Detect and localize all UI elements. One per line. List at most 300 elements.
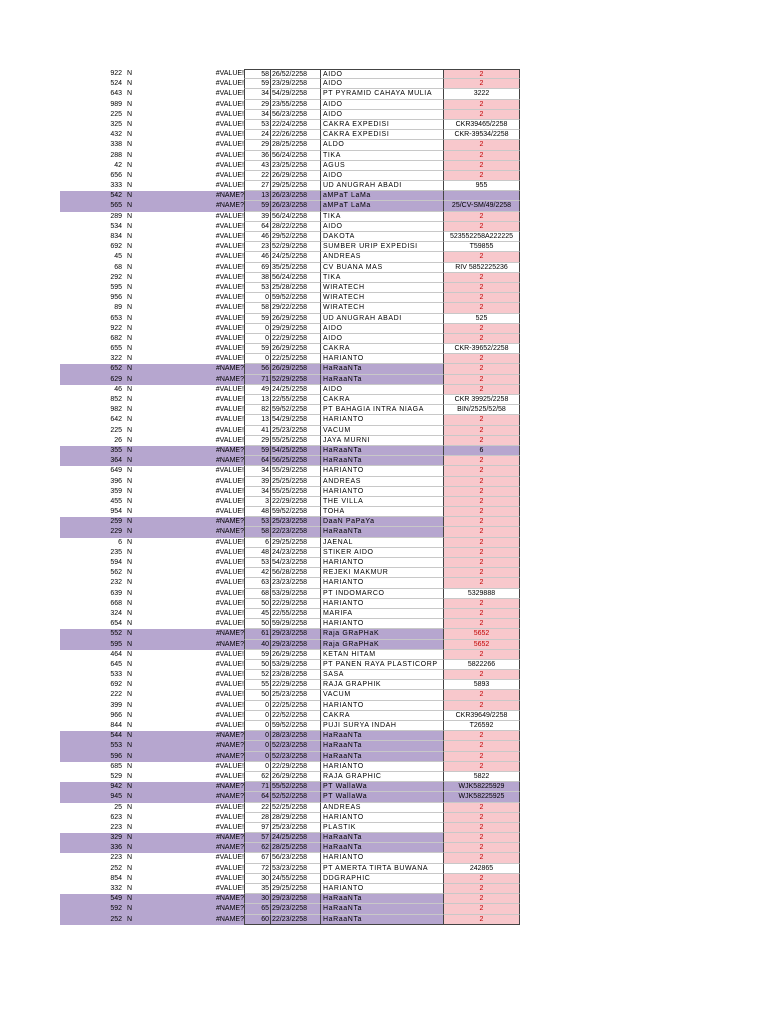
cell-reference[interactable]: 2 [443,690,520,700]
cell-id[interactable]: 0 [244,741,270,751]
cell-reference[interactable]: 2 [443,813,520,823]
cell-error-value[interactable]: #NAME? [186,527,246,537]
cell-id[interactable]: 48 [244,548,270,558]
cell-reference[interactable]: 2 [443,874,520,884]
cell-date[interactable]: 28/25/2258 [270,843,320,853]
cell-number[interactable]: 692 [110,243,122,251]
cell-id[interactable]: 0 [244,752,270,762]
cell-flag[interactable]: N [127,681,133,689]
cell-name[interactable]: RAJA GRAPHIK [320,680,443,690]
cell-flag[interactable]: N [127,70,133,77]
cell-name[interactable]: TIKA [320,273,443,283]
cell-id[interactable]: 64 [244,792,270,802]
cell-date[interactable]: 22/55/2258 [270,609,320,619]
cell-date[interactable]: 25/23/2258 [270,517,320,527]
cell-flag[interactable]: N [127,212,133,220]
cell-reference[interactable]: 2 [443,273,520,283]
cell-error-value[interactable]: #VALUE! [215,273,244,281]
cell-flag[interactable]: N [127,467,133,475]
cell-date[interactable]: 23/23/2258 [270,578,320,588]
cell-id[interactable]: 50 [244,690,270,700]
cell-id[interactable]: 50 [244,619,270,629]
cell-id[interactable]: 69 [244,263,270,273]
cell-flag[interactable]: N [127,762,133,770]
cell-error-value[interactable]: #VALUE! [215,854,244,862]
cell-name[interactable]: ANDREAS [320,477,443,487]
cell-error-value[interactable]: #VALUE! [215,355,244,363]
cell-flag[interactable]: N [126,456,186,466]
cell-number[interactable]: 288 [110,151,122,159]
cell-number[interactable]: 989 [110,100,122,108]
cell-id[interactable]: 0 [244,711,270,721]
cell-error-value[interactable]: #VALUE! [215,885,244,892]
cell-flag[interactable]: N [127,80,133,88]
cell-name[interactable]: SUMBER URIP EXPEDISI [320,242,443,252]
cell-id[interactable]: 72 [244,864,270,874]
cell-date[interactable]: 26/29/2258 [270,772,320,782]
cell-error-value[interactable]: #VALUE! [215,691,244,699]
cell-id[interactable]: 0 [244,334,270,344]
cell-flag[interactable]: N [127,304,133,312]
cell-date[interactable]: 35/25/2258 [270,263,320,273]
cell-id[interactable]: 82 [244,405,270,415]
cell-error-value[interactable]: #VALUE! [215,222,244,230]
cell-id[interactable]: 56 [244,364,270,374]
cell-date[interactable]: 23/55/2258 [270,100,320,110]
cell-number[interactable]: 223 [110,854,122,862]
cell-name[interactable]: DaaN PaPaYa [320,517,443,527]
cell-flag[interactable]: N [126,731,186,741]
cell-name[interactable]: THE VILLA [320,497,443,507]
cell-number[interactable]: 629 [60,375,126,385]
cell-date[interactable]: 54/23/2258 [270,558,320,568]
cell-reference[interactable]: 2 [443,324,520,334]
cell-id[interactable]: 63 [244,578,270,588]
cell-error-value[interactable]: #VALUE! [215,70,244,77]
cell-flag[interactable]: N [127,263,133,271]
cell-flag[interactable]: N [127,711,133,719]
cell-date[interactable]: 22/29/2258 [270,762,320,772]
cell-name[interactable]: UD ANUGRAH ABADI [320,181,443,191]
cell-reference[interactable]: 5822266 [443,660,520,670]
cell-number[interactable]: 685 [110,762,122,770]
cell-name[interactable]: AGUS [320,161,443,171]
cell-date[interactable]: 25/25/2258 [270,477,320,487]
cell-number[interactable]: 332 [110,885,122,892]
cell-reference[interactable]: 25/CV-SM/49/2258 [443,201,520,211]
cell-reference[interactable]: 2 [443,599,520,609]
cell-reference[interactable]: 2 [443,558,520,568]
cell-error-value[interactable]: #NAME? [186,629,246,639]
cell-date[interactable]: 59/52/2258 [270,507,320,517]
cell-flag[interactable]: N [127,253,133,261]
cell-flag[interactable]: N [126,833,186,843]
cell-date[interactable]: 54/29/2258 [270,89,320,99]
cell-flag[interactable]: N [127,772,133,780]
cell-reference[interactable]: 5822 [443,772,520,782]
cell-error-value[interactable]: #VALUE! [215,100,244,108]
cell-id[interactable]: 67 [244,853,270,863]
cell-date[interactable]: 52/23/2258 [270,752,320,762]
cell-date[interactable]: 23/29/2258 [270,79,320,89]
cell-error-value[interactable]: #VALUE! [215,314,244,322]
cell-date[interactable]: 29/25/2258 [270,538,320,548]
cell-date[interactable]: 56/25/2258 [270,456,320,466]
cell-number[interactable]: 289 [110,212,122,220]
cell-flag[interactable]: N [126,446,186,456]
cell-id[interactable]: 55 [244,680,270,690]
cell-error-value[interactable]: #VALUE! [215,681,244,689]
cell-name[interactable]: PUJI SURYA INDAH [320,721,443,731]
cell-error-value[interactable]: #VALUE! [215,233,244,240]
cell-name[interactable]: AIDO [320,222,443,232]
cell-number[interactable]: 464 [110,650,122,658]
cell-flag[interactable]: N [127,416,133,424]
cell-date[interactable]: 28/23/2258 [270,731,320,741]
cell-id[interactable]: 50 [244,599,270,609]
cell-flag[interactable]: N [126,201,186,211]
cell-flag[interactable]: N [126,915,186,925]
cell-name[interactable]: HARIANTO [320,415,443,425]
cell-date[interactable]: 59/52/2258 [270,405,320,415]
cell-reference[interactable]: 2 [443,894,520,904]
cell-flag[interactable]: N [127,273,133,281]
cell-flag[interactable]: N [127,538,133,546]
cell-id[interactable]: 62 [244,772,270,782]
cell-number[interactable]: 259 [60,517,126,527]
cell-error-value[interactable]: #VALUE! [215,110,244,118]
cell-flag[interactable]: N [127,314,133,322]
cell-reference[interactable]: 2 [443,303,520,313]
cell-reference[interactable]: 2 [443,161,520,171]
cell-flag[interactable]: N [127,874,133,882]
cell-error-value[interactable]: #VALUE! [215,589,244,597]
cell-name[interactable]: PLASTIK [320,823,443,833]
cell-id[interactable]: 61 [244,629,270,639]
cell-name[interactable]: ANDREAS [320,252,443,262]
cell-reference[interactable]: 2 [443,354,520,364]
cell-name[interactable]: SASA [320,670,443,680]
cell-error-value[interactable]: #NAME? [186,446,246,456]
cell-name[interactable]: AIDO [320,171,443,181]
cell-id[interactable]: 52 [244,670,270,680]
cell-number[interactable]: 329 [60,833,126,843]
cell-error-value[interactable]: #VALUE! [215,396,244,403]
cell-number[interactable]: 595 [110,283,122,291]
cell-number[interactable]: 432 [110,131,122,139]
cell-id[interactable]: 41 [244,426,270,436]
cell-reference[interactable]: 2 [443,670,520,680]
cell-error-value[interactable]: #NAME? [186,915,246,925]
cell-name[interactable]: PT WallaWa [320,792,443,802]
cell-date[interactable]: 52/29/2258 [270,375,320,385]
cell-error-value[interactable]: #NAME? [186,201,246,211]
cell-flag[interactable]: N [127,609,133,617]
cell-reference[interactable]: 2 [443,701,520,711]
cell-id[interactable]: 0 [244,731,270,741]
cell-date[interactable]: 22/23/2258 [270,915,320,925]
cell-number[interactable]: 668 [110,599,122,607]
cell-name[interactable]: HARIANTO [320,487,443,497]
cell-id[interactable]: 22 [244,803,270,813]
cell-flag[interactable]: N [127,426,133,434]
cell-flag[interactable]: N [126,640,186,650]
cell-id[interactable]: 34 [244,466,270,476]
cell-id[interactable]: 0 [244,701,270,711]
cell-error-value[interactable]: #VALUE! [215,294,244,302]
cell-error-value[interactable]: #VALUE! [215,385,244,393]
cell-id[interactable]: 29 [244,436,270,446]
cell-id[interactable]: 64 [244,222,270,232]
cell-name[interactable]: HaRaaNTa [320,364,443,374]
cell-number[interactable]: 922 [110,70,122,77]
cell-error-value[interactable]: #NAME? [186,191,246,201]
cell-id[interactable]: 45 [244,609,270,619]
cell-date[interactable]: 56/24/2258 [270,151,320,161]
cell-name[interactable]: TIKA [320,151,443,161]
cell-name[interactable]: HARIANTO [320,853,443,863]
cell-number[interactable]: 292 [110,273,122,281]
cell-reference[interactable]: 2 [443,110,520,120]
cell-flag[interactable]: N [127,294,133,302]
cell-name[interactable]: JAYA MURNI [320,436,443,446]
cell-name[interactable]: DDGRAPHIC [320,874,443,884]
cell-reference[interactable]: 2 [443,578,520,588]
cell-date[interactable]: 28/22/2258 [270,222,320,232]
cell-id[interactable]: 3 [244,497,270,507]
cell-reference[interactable]: 2 [443,853,520,863]
cell-flag[interactable]: N [126,364,186,374]
cell-name[interactable]: HARIANTO [320,762,443,772]
cell-name[interactable]: CAKRA [320,344,443,354]
cell-name[interactable]: AIDO [320,69,443,79]
cell-number[interactable]: 645 [110,660,122,668]
cell-error-value[interactable]: #NAME? [186,456,246,466]
cell-id[interactable]: 58 [244,69,270,79]
cell-number[interactable]: 834 [110,233,122,240]
cell-error-value[interactable]: #NAME? [186,904,246,914]
cell-date[interactable]: 25/23/2258 [270,690,320,700]
cell-reference[interactable]: 2 [443,823,520,833]
cell-date[interactable]: 52/52/2258 [270,792,320,802]
cell-number[interactable]: 596 [60,752,126,762]
cell-date[interactable]: 59/52/2258 [270,721,320,731]
cell-error-value[interactable]: #VALUE! [215,334,244,342]
cell-date[interactable]: 29/23/2258 [270,640,320,650]
cell-name[interactable]: VACUM [320,690,443,700]
cell-name[interactable]: ALDO [320,140,443,150]
cell-flag[interactable]: N [126,741,186,751]
cell-reference[interactable]: 2 [443,650,520,660]
cell-id[interactable]: 71 [244,782,270,792]
cell-date[interactable]: 29/23/2258 [270,904,320,914]
cell-id[interactable]: 13 [244,415,270,425]
cell-date[interactable]: 22/52/2258 [270,711,320,721]
cell-error-value[interactable]: #VALUE! [215,263,244,271]
cell-number[interactable]: 42 [114,161,122,169]
cell-reference[interactable] [443,191,520,201]
cell-name[interactable]: KETAN HITAM [320,650,443,660]
cell-number[interactable]: 553 [60,741,126,751]
cell-number[interactable]: 643 [110,90,122,98]
cell-number[interactable]: 359 [110,487,122,495]
cell-id[interactable]: 6 [244,538,270,548]
cell-number[interactable]: 544 [60,731,126,741]
cell-reference[interactable]: 2 [443,100,520,110]
cell-flag[interactable]: N [127,100,133,108]
cell-number[interactable]: 26 [114,436,122,444]
cell-id[interactable]: 36 [244,151,270,161]
cell-reference[interactable]: 523552258A222225 [443,232,520,242]
cell-date[interactable]: 53/29/2258 [270,589,320,599]
cell-reference[interactable]: 2 [443,426,520,436]
cell-date[interactable]: 55/29/2258 [270,466,320,476]
cell-flag[interactable]: N [126,843,186,853]
cell-name[interactable]: JAENAL [320,538,443,548]
cell-error-value[interactable]: #VALUE! [215,823,244,831]
cell-flag[interactable]: N [126,792,186,802]
cell-number[interactable]: 322 [110,355,122,363]
cell-error-value[interactable]: #VALUE! [215,80,244,88]
cell-name[interactable]: CAKRA EXPEDISI [320,120,443,130]
cell-reference[interactable]: 2 [443,762,520,772]
cell-error-value[interactable]: #VALUE! [215,508,244,516]
cell-error-value[interactable]: #VALUE! [215,487,244,495]
cell-error-value[interactable]: #NAME? [186,731,246,741]
cell-flag[interactable]: N [126,782,186,792]
cell-name[interactable]: CAKRA [320,711,443,721]
cell-date[interactable]: 23/28/2258 [270,670,320,680]
cell-error-value[interactable]: #VALUE! [215,559,244,566]
cell-id[interactable]: 68 [244,589,270,599]
cell-name[interactable]: MARIFA [320,609,443,619]
cell-number[interactable]: 524 [110,80,122,88]
cell-name[interactable]: HaRaaNTa [320,915,443,925]
cell-id[interactable]: 59 [244,650,270,660]
cell-name[interactable]: HARIANTO [320,619,443,629]
cell-reference[interactable]: 2 [443,151,520,161]
cell-error-value[interactable]: #VALUE! [215,436,244,444]
cell-name[interactable]: aMPaT LaMa [320,191,443,201]
cell-name[interactable]: STIKER AIDO [320,548,443,558]
cell-number[interactable]: 252 [60,915,126,925]
cell-error-value[interactable]: #VALUE! [215,874,244,882]
cell-error-value[interactable]: #NAME? [186,792,246,802]
cell-id[interactable]: 23 [244,242,270,252]
cell-name[interactable]: TOHA [320,507,443,517]
cell-number[interactable]: 229 [60,527,126,537]
cell-reference[interactable]: 2 [443,69,520,79]
cell-id[interactable]: 57 [244,833,270,843]
cell-date[interactable]: 22/24/2258 [270,120,320,130]
cell-error-value[interactable]: #VALUE! [215,345,244,353]
cell-error-value[interactable]: #VALUE! [215,599,244,607]
cell-flag[interactable]: N [127,885,133,892]
cell-flag[interactable]: N [127,701,133,709]
cell-flag[interactable]: N [127,854,133,862]
cell-reference[interactable]: 5329888 [443,589,520,599]
cell-number[interactable]: 325 [110,120,122,128]
cell-name[interactable]: PT PYRAMID CAHAYA MULIA [320,89,443,99]
cell-name[interactable]: HARIANTO [320,884,443,894]
cell-name[interactable]: HARIANTO [320,354,443,364]
cell-date[interactable]: 26/23/2258 [270,201,320,211]
cell-id[interactable]: 40 [244,640,270,650]
cell-id[interactable]: 46 [244,252,270,262]
cell-date[interactable]: 26/29/2258 [270,650,320,660]
cell-date[interactable]: 22/25/2258 [270,701,320,711]
cell-name[interactable]: WIRATECH [320,303,443,313]
cell-flag[interactable]: N [127,182,133,190]
cell-id[interactable]: 38 [244,273,270,283]
cell-error-value[interactable]: #NAME? [186,364,246,374]
cell-id[interactable]: 0 [244,354,270,364]
cell-error-value[interactable]: #VALUE! [215,722,244,729]
cell-name[interactable]: CV BUANA MAS [320,263,443,273]
cell-error-value[interactable]: #NAME? [186,752,246,762]
cell-flag[interactable]: N [127,334,133,342]
cell-name[interactable]: RAJA GRAPHIC [320,772,443,782]
cell-number[interactable]: 654 [110,620,122,628]
cell-number[interactable]: 336 [60,843,126,853]
cell-date[interactable]: 59/52/2258 [270,293,320,303]
cell-name[interactable]: HARIANTO [320,701,443,711]
cell-number[interactable]: 222 [110,691,122,699]
cell-number[interactable]: 223 [110,823,122,831]
cell-reference[interactable]: 2 [443,833,520,843]
cell-reference[interactable]: 2 [443,171,520,181]
cell-error-value[interactable]: #NAME? [186,741,246,751]
cell-reference[interactable]: 2 [443,212,520,222]
cell-error-value[interactable]: #VALUE! [215,416,244,424]
cell-id[interactable]: 53 [244,120,270,130]
cell-id[interactable]: 0 [244,324,270,334]
cell-name[interactable]: HaRaaNTa [320,752,443,762]
cell-error-value[interactable]: #VALUE! [215,141,244,149]
cell-id[interactable]: 59 [244,314,270,324]
cell-id[interactable]: 59 [244,79,270,89]
cell-date[interactable]: 26/52/2258 [270,69,320,79]
cell-date[interactable]: 24/25/2258 [270,833,320,843]
cell-number[interactable]: 945 [60,792,126,802]
cell-date[interactable]: 22/23/2258 [270,527,320,537]
cell-error-value[interactable]: #VALUE! [215,711,244,719]
cell-reference[interactable]: 2 [443,548,520,558]
cell-date[interactable]: 26/29/2258 [270,171,320,181]
cell-number[interactable]: 225 [110,426,122,434]
cell-date[interactable]: 22/29/2258 [270,680,320,690]
cell-name[interactable]: HARIANTO [320,558,443,568]
cell-reference[interactable]: 2 [443,904,520,914]
cell-flag[interactable]: N [127,589,133,597]
cell-date[interactable]: 25/28/2258 [270,283,320,293]
cell-reference[interactable]: 2 [443,527,520,537]
cell-id[interactable]: 34 [244,89,270,99]
cell-name[interactable]: HaRaaNTa [320,894,443,904]
cell-flag[interactable]: N [127,222,133,230]
cell-error-value[interactable]: #NAME? [186,843,246,853]
cell-reference[interactable]: WJK58225929 [443,782,520,792]
cell-id[interactable]: 59 [244,446,270,456]
cell-flag[interactable]: N [127,599,133,607]
cell-date[interactable]: 24/55/2258 [270,874,320,884]
cell-date[interactable]: 29/25/2258 [270,181,320,191]
cell-name[interactable]: PT BAHAGIA INTRA NIAGA [320,405,443,415]
cell-date[interactable]: 22/29/2258 [270,497,320,507]
cell-flag[interactable]: N [127,436,133,444]
cell-reference[interactable]: 2 [443,477,520,487]
cell-number[interactable]: 655 [110,345,122,353]
